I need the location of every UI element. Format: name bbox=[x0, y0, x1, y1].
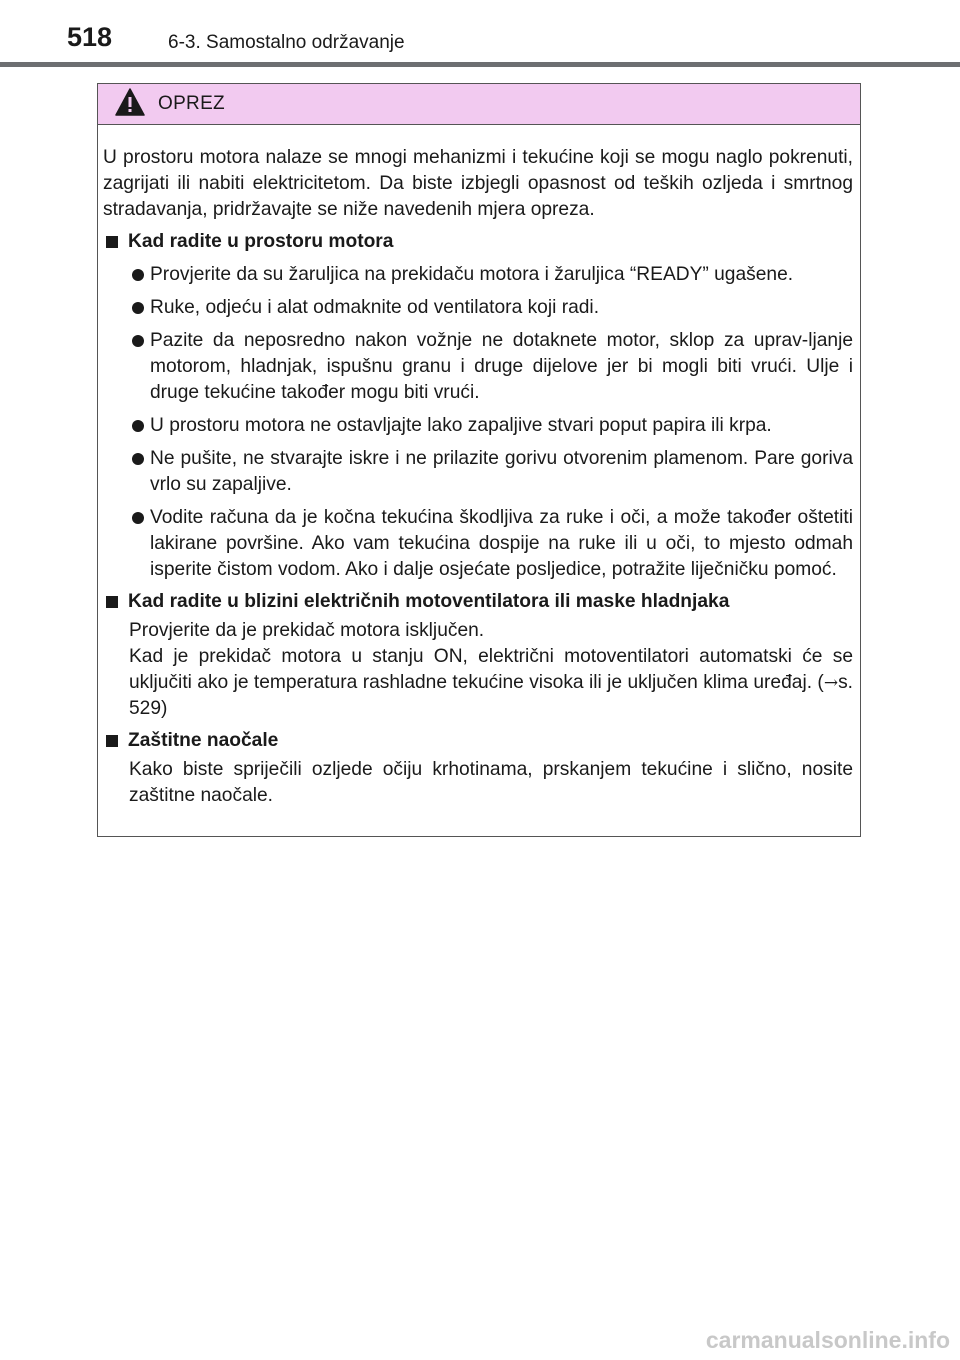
bullet-item bbox=[129, 295, 853, 321]
bullet-item bbox=[129, 446, 853, 498]
page-number: 518 bbox=[67, 22, 113, 52]
square-bullet-icon bbox=[106, 596, 118, 608]
round-bullet-icon bbox=[132, 420, 144, 432]
section-paragraph bbox=[129, 618, 853, 722]
section-heading-text: Kad radite u prostoru motora bbox=[128, 231, 394, 252]
section-heading bbox=[103, 728, 853, 754]
square-bullet-icon bbox=[106, 735, 118, 747]
bullet-text: Provjerite da su žaruljica na prekidaču motora i žaruljica “READY” ugašene. bbox=[150, 264, 794, 285]
bullet-text: U prostoru motora ne ostavljajte lako zapaljive stvari poput papira ili krpa. bbox=[150, 415, 772, 436]
section-heading bbox=[103, 229, 853, 255]
paragraph-text: Kad je prekidač motora u stanju ON, električni motoventilatori automatski će se uključiti ako je temperatura rashladne tekućine visoka ili je uključen klima uređaj. ( bbox=[129, 646, 853, 693]
bullet-text: Ruke, odjeću i alat odmaknite od ventilatora koji radi. bbox=[150, 297, 600, 318]
bullet-item bbox=[129, 328, 853, 406]
round-bullet-icon bbox=[132, 302, 144, 314]
bullet-text: Vodite računa da je kočna tekućina škodljiva za ruke i oči, a može također oštetiti lakirane površine. Ako vam tekućina dospije na ruke ili u oči, to mjesto odmah isperite čistom vodom. Ako i dalje osjećate posljedice, potražite liječničku pomoć. bbox=[150, 507, 853, 580]
section-title: 6-3. Samostalno održavanje bbox=[168, 32, 405, 53]
warning-triangle-icon bbox=[115, 88, 145, 116]
header-rule bbox=[0, 62, 960, 67]
bullet-text: Pazite da neposredno nakon vožnje ne dotaknete motor, sklop za uprav-ljanje motorom, hladnjak, ispušnu granu i druge dijelove jer bi mogli biti vrući. Ulje i druge tekućine također mogu biti vrući. bbox=[150, 330, 853, 403]
paragraph-line: Provjerite da je prekidač motora isključen. bbox=[129, 620, 485, 641]
page-header bbox=[0, 0, 960, 66]
right-arrow-icon: → bbox=[823, 673, 839, 693]
paragraph-line bbox=[129, 644, 853, 722]
section-heading-text: Kad radite u blizini električnih motoventilatora ili maske hladnjaka bbox=[128, 591, 730, 612]
section-heading bbox=[103, 589, 853, 615]
paragraph-line: Kako biste spriječili ozljede očiju krhotinama, prskanjem tekućine i slično, nosite zaštitne naočale. bbox=[129, 759, 853, 806]
caution-box bbox=[97, 83, 861, 837]
round-bullet-icon bbox=[132, 335, 144, 347]
bullet-item bbox=[129, 262, 853, 288]
round-bullet-icon bbox=[132, 512, 144, 524]
page-reference: s. 529) bbox=[129, 672, 853, 719]
watermark-url: carmanualsonline.info bbox=[705, 1327, 950, 1353]
caution-intro: U prostoru motora nalaze se mnogi mehanizmi i tekućine koji se mogu naglo pokrenuti, zagrijati ili nabiti elektricitetom. Da biste izbjegli opasnost od teških ozljeda i smrtnog stradavanja, pridržavajte se niže navedenih mjera opreza. bbox=[103, 147, 853, 220]
caution-header bbox=[98, 84, 860, 125]
square-bullet-icon bbox=[106, 236, 118, 248]
caution-content bbox=[98, 125, 860, 809]
bullet-item bbox=[129, 413, 853, 439]
bullet-text: Ne pušite, ne stvarajte iskre i ne prilazite gorivu otvorenim plamenom. Pare goriva vrlo su zapaljive. bbox=[150, 448, 853, 495]
section-paragraph bbox=[129, 757, 853, 809]
round-bullet-icon bbox=[132, 453, 144, 465]
round-bullet-icon bbox=[132, 269, 144, 281]
section-heading-text: Zaštitne naočale bbox=[128, 730, 279, 751]
bullet-item bbox=[129, 505, 853, 583]
caution-label: OPREZ bbox=[158, 93, 225, 114]
